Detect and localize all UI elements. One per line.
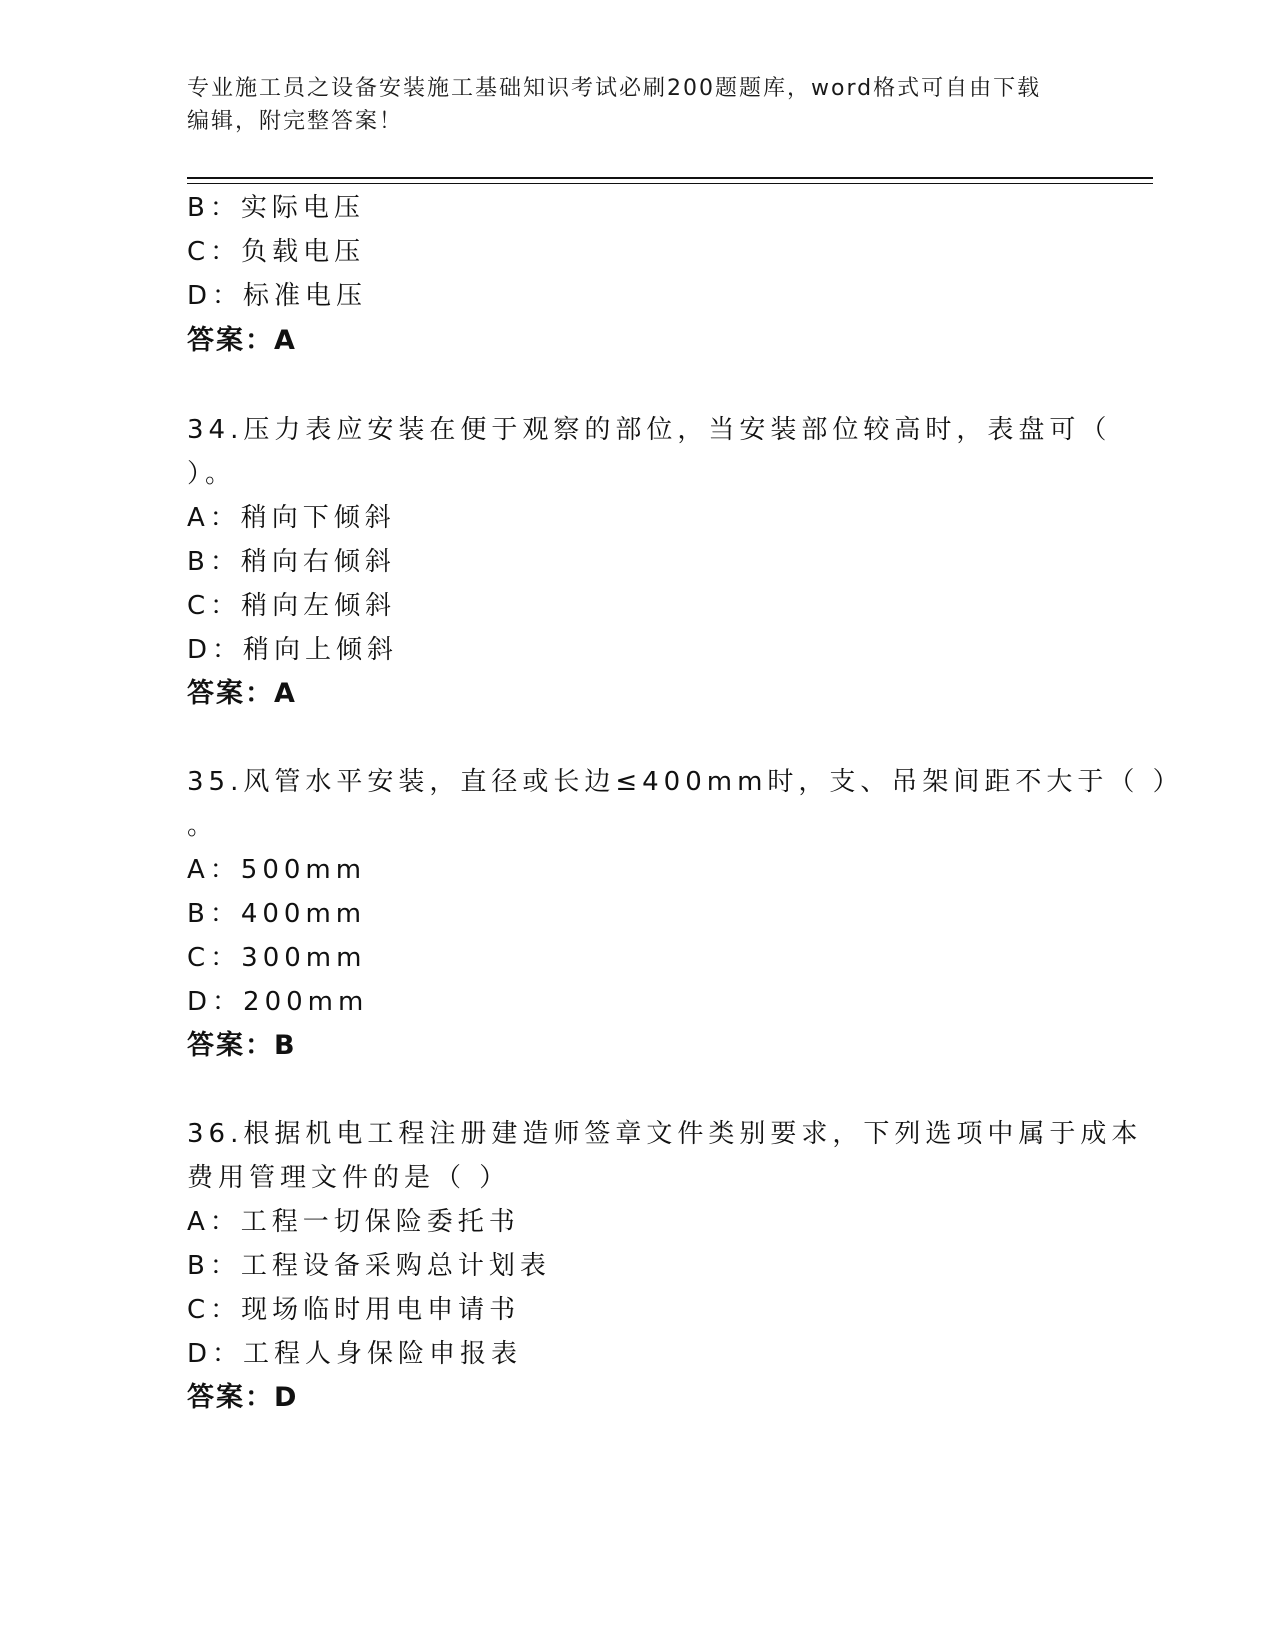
q35-stem-line-1: 35.风管水平安装，直径或长边≤400mm时，支、吊架间距不大于（ ） xyxy=(187,767,1184,797)
q34-option-b: B：稍向右倾斜 xyxy=(187,547,396,577)
header-rule-thick xyxy=(187,177,1153,179)
q36-option-a: A：工程一切保险委托书 xyxy=(187,1207,520,1237)
q34-option-a: A：稍向下倾斜 xyxy=(187,503,396,533)
q35-answer: 答案：B xyxy=(187,1030,297,1061)
q36-answer: 答案：D xyxy=(187,1382,299,1413)
q35-option-a: A：500mm xyxy=(187,855,367,885)
document-header xyxy=(187,72,1087,138)
q36-option-b: B：工程设备采购总计划表 xyxy=(187,1251,551,1281)
q36-stem-line-1: 36.根据机电工程注册建造师签章文件类别要求，下列选项中属于成本 xyxy=(187,1119,1143,1149)
q35-option-b: B：400mm xyxy=(187,899,367,929)
q33-option-d: D：标准电压 xyxy=(187,281,368,311)
q35-option-c: C：300mm xyxy=(187,943,367,973)
q34-answer: 答案：A xyxy=(187,678,297,709)
q34-stem-line-2: ）。 xyxy=(187,459,237,489)
q36-option-c: C：现场临时用电申请书 xyxy=(187,1295,521,1325)
header-line-1: 专业施工员之设备安装施工基础知识考试必刷200题题库，word格式可自由下载 xyxy=(187,76,1042,101)
q33-option-c: C：负载电压 xyxy=(187,237,366,267)
q35-option-d: D：200mm xyxy=(187,987,369,1017)
q34-option-c: C：稍向左倾斜 xyxy=(187,591,397,621)
q35-stem-line-2: 。 xyxy=(187,811,219,841)
q34-stem-line-1: 34.压力表应安装在便于观察的部位，当安装部位较高时，表盘可（ xyxy=(187,415,1112,445)
q34-option-d: D：稍向上倾斜 xyxy=(187,635,399,665)
header-line-2: 编辑，附完整答案！ xyxy=(187,109,404,134)
q36-option-d: D：工程人身保险申报表 xyxy=(187,1339,523,1369)
q33-option-b: B：实际电压 xyxy=(187,193,365,223)
q33-answer: 答案：A xyxy=(187,325,297,356)
header-rule-thin xyxy=(187,183,1153,184)
q36-stem-line-2: 费用管理文件的是（ ） xyxy=(187,1163,511,1193)
